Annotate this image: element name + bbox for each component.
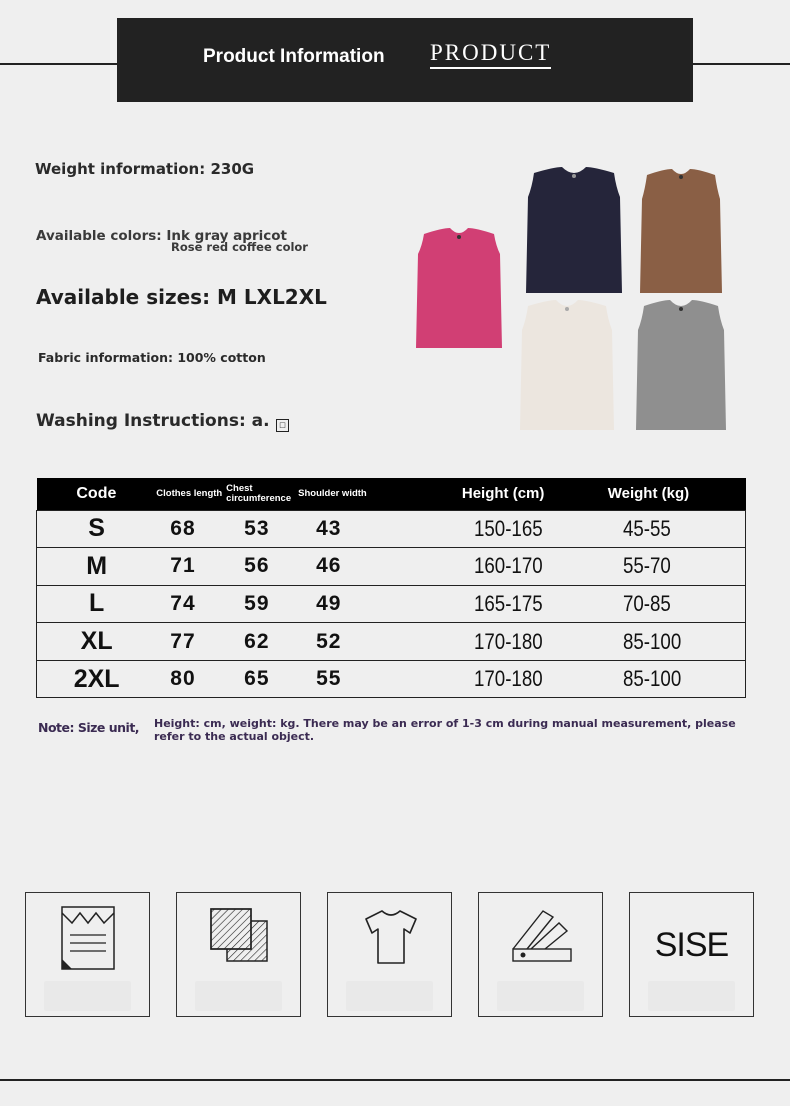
header-code: Code (37, 478, 157, 510)
size-table-header (37, 478, 746, 510)
blur-label (195, 981, 282, 1011)
note-label: Note: Size unit, (38, 720, 140, 735)
row-height: 150-165 (473, 515, 543, 541)
row-chest: 59 (226, 585, 298, 623)
row-height: 170-180 (473, 666, 543, 692)
fabric-box (176, 892, 301, 1017)
bottom-divider (0, 1079, 790, 1081)
weight-info: Weight information: 230G (35, 160, 255, 178)
row-length: 80 (156, 660, 226, 698)
ink-navy-tank-image (524, 165, 624, 293)
size-box (629, 892, 754, 1017)
row-weight: 85-100 (622, 666, 681, 692)
rose-red-tank-image (414, 224, 504, 348)
row-code: XL (37, 623, 157, 661)
certificate-box (25, 892, 150, 1017)
blur-label (497, 981, 584, 1011)
row-shoulder: 46 (298, 548, 418, 586)
header-shoulder: Shoulder width (298, 478, 418, 510)
blur-label (346, 981, 433, 1011)
header-subtitle: PRODUCT (430, 40, 551, 69)
row-chest: 53 (226, 510, 298, 548)
row-code: S (37, 510, 157, 548)
header-height: Height (cm) (418, 478, 568, 510)
table-row (37, 585, 746, 623)
wash-instruction-icon: □ (276, 419, 289, 432)
tshirt-icon (362, 907, 420, 967)
row-height: 170-180 (473, 628, 543, 654)
tshirt-box (327, 892, 452, 1017)
row-weight: 70-85 (622, 590, 671, 616)
row-height: 165-175 (473, 590, 543, 616)
row-height: 160-170 (473, 553, 543, 579)
blur-label (648, 981, 735, 1011)
header-weight: Weight (kg) (568, 478, 746, 510)
row-code: M (37, 548, 157, 586)
row-chest: 56 (226, 548, 298, 586)
row-shoulder: 55 (298, 660, 418, 698)
gray-tank-image (634, 298, 728, 430)
header-length: Clothes length (156, 478, 226, 510)
fabric-swatch-icon (209, 907, 271, 965)
blur-label (44, 981, 131, 1011)
header-title: Product Information (203, 46, 385, 67)
certificate-icon (58, 905, 118, 971)
row-chest: 65 (226, 660, 298, 698)
row-length: 68 (156, 510, 226, 548)
size-table (36, 478, 746, 698)
row-length: 71 (156, 548, 226, 586)
header-banner (117, 18, 693, 102)
fabric-info: Fabric information: 100% cotton (38, 350, 266, 365)
table-row (37, 623, 746, 661)
colors-info-sub: Rose red coffee color (171, 240, 308, 254)
row-code: L (37, 585, 157, 623)
coffee-tank-image (638, 167, 724, 293)
color-swatch-icon (509, 907, 575, 965)
row-length: 74 (156, 585, 226, 623)
row-weight: 55-70 (622, 553, 671, 579)
row-chest: 62 (226, 623, 298, 661)
color-box (478, 892, 603, 1017)
table-row (37, 548, 746, 586)
header-chest: Chest circumference (226, 478, 298, 510)
apricot-tank-image (518, 298, 616, 430)
row-shoulder: 43 (298, 510, 418, 548)
row-shoulder: 49 (298, 585, 418, 623)
row-code: 2XL (37, 660, 157, 698)
row-shoulder: 52 (298, 623, 418, 661)
row-weight: 85-100 (622, 628, 681, 654)
note-text: Height: cm, weight: kg. There may be an error of 1-3 cm during manual measurement, please refer to the actual object. (154, 717, 736, 743)
colors-info: Available colors: Ink gray apricot (36, 228, 287, 244)
size-icon: SISE (654, 926, 729, 964)
washing-info: Washing Instructions: a. (36, 411, 270, 431)
table-row (37, 510, 746, 548)
table-row (37, 660, 746, 698)
row-weight: 45-55 (622, 515, 671, 541)
row-length: 77 (156, 623, 226, 661)
sizes-info: Available sizes: M LXL2XL (36, 285, 327, 309)
